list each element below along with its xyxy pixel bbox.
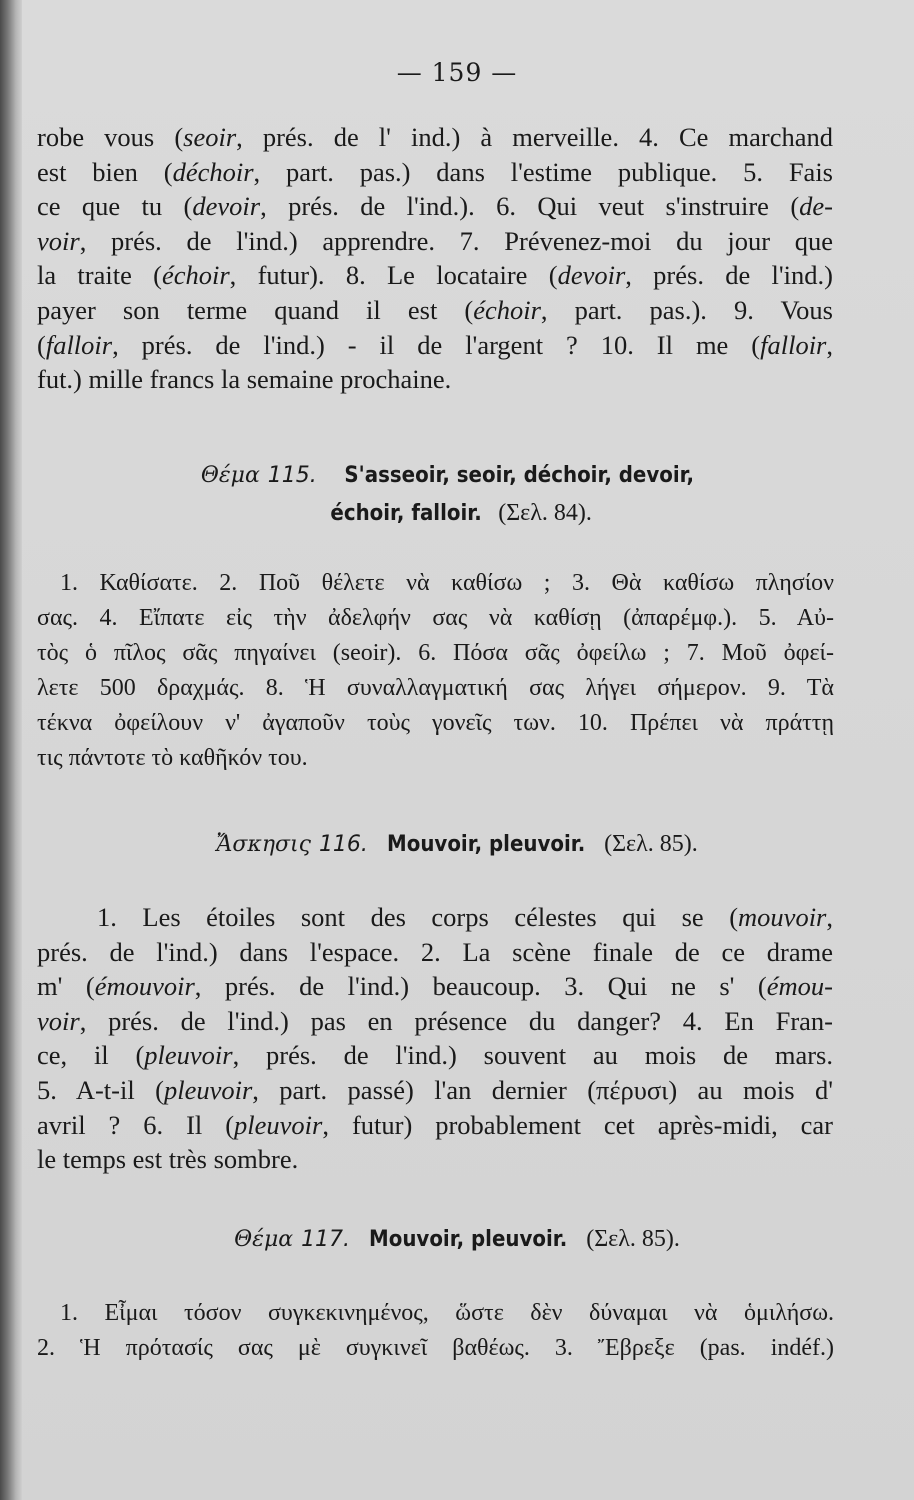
text-line: est bien (déchoir, part. pas.) dans l'estime publique. 5. Fais — [37, 156, 833, 187]
text-line: le temps est très sombre. — [37, 1144, 299, 1175]
exercise-text-116 — [37, 900, 833, 1177]
text-line: (falloir, prés. de l'ind.) - il de l'argent ? 10. Il me (falloir, — [37, 329, 833, 360]
text-line: τέκνα ὀφείλουν ν' ἀγαποῦν τοὺς γονεῖς των. 10. Πρέπει νὰ πράττῃ — [37, 710, 834, 736]
text-line: 2. Ἡ πρότασίς σας μὲ συγκινεῖ βαθέως. 3. Ἔβρεξε (pas. indéf.) — [37, 1335, 834, 1361]
text-line: avril ? 6. Il (pleuvoir, futur) probablement cet après-midi, car — [37, 1109, 833, 1140]
exercise-text-114 — [37, 120, 833, 397]
text-line: τὸς ὁ πῖλος σᾶς πηγαίνει (seoir). 6. Πόσα σᾶς ὀφείλω ; 7. Μοῦ ὀφεί- — [37, 640, 834, 666]
heading-page-reference: (Σελ. 85). — [586, 1226, 680, 1252]
heading-label: Ἄσκησις — [216, 832, 311, 857]
text-line: ce que tu (devoir, prés. de l'ind.). 6. Qui veut s'instruire (de- — [37, 191, 833, 222]
text-line: λετε 500 δραχμάς. 8. Ἡ συναλλαγματική σας λήγει σήμερον. 9. Τὰ — [37, 675, 834, 701]
text-line: ce, il (pleuvoir, prés. de l'ind.) souvent au mois de mars. — [37, 1040, 833, 1071]
heading-page-reference: (Σελ. 84). — [498, 500, 592, 526]
text-line: 1. Καθίσατε. 2. Ποῦ θέλετε νὰ καθίσω ; 3. Θὰ καθίσω πλησίον — [60, 570, 834, 596]
book-gutter-shadow — [0, 0, 22, 1500]
text-line: payer son terme quand il est (échoir, part. pas.). 9. Vous — [37, 294, 833, 325]
heading-title: S'asseoir, seoir, déchoir, devoir, — [344, 463, 694, 488]
text-line: σας. 4. Εἴπατε εἰς τὴν ἀδελφήν σας νὰ καθίσῃ (ἀπαρέμφ.). 5. Αὐ- — [37, 605, 834, 631]
heading-page-reference: (Σελ. 85). — [604, 831, 698, 857]
heading-title-continued: échoir, falloir. — [330, 501, 482, 526]
text-line: fut.) mille francs la semaine prochaine. — [37, 364, 452, 395]
heading-number: 117. — [301, 1227, 351, 1252]
text-line: prés. de l'ind.) dans l'espace. 2. La scène finale de ce drame — [37, 936, 833, 967]
text-line: τις πάντοτε τὸ καθῆκόν του. — [37, 745, 308, 771]
section-heading-116 — [0, 825, 914, 863]
text-line: m' (émouvoir, prés. de l'ind.) beaucoup. 3. Qui ne s' (émou- — [37, 971, 833, 1002]
text-line: robe vous (seoir, prés. de l' ind.) à merveille. 4. Ce marchand — [37, 122, 833, 152]
greek-exercise-115 — [37, 566, 834, 776]
text-line: 1. Εἶμαι τόσον συγκεκινημένος, ὥστε δὲν δύναμαι νὰ ὁμιλήσω. — [60, 1300, 834, 1326]
text-line: 1. Les étoiles sont des corps célestes qui se (mouvoir, — [97, 902, 833, 932]
heading-number: 115. — [267, 463, 317, 488]
page-number: — 159 — — [396, 58, 518, 87]
heading-label: Θέμα — [234, 1227, 294, 1252]
text-line: 5. A-t-il (pleuvoir, part. passé) l'an dernier (πέρυσι) au mois d' — [37, 1074, 833, 1105]
text-line: voir, prés. de l'ind.) pas en présence du danger? 4. En Fran- — [37, 1005, 833, 1036]
section-heading-117 — [0, 1220, 914, 1258]
heading-title: Mouvoir, pleuvoir. — [369, 1227, 568, 1252]
greek-exercise-117 — [37, 1296, 834, 1366]
text-line: la traite (échoir, futur). 8. Le locataire (devoir, prés. de l'ind.) — [37, 260, 833, 291]
section-heading-115 — [0, 456, 914, 532]
heading-title: Mouvoir, pleuvoir. — [386, 832, 586, 857]
text-line: voir, prés. de l'ind.) apprendre. 7. Prévenez-moi du jour que — [37, 225, 833, 256]
heading-label: Θέμα — [200, 463, 260, 488]
heading-number: 116. — [318, 832, 368, 857]
